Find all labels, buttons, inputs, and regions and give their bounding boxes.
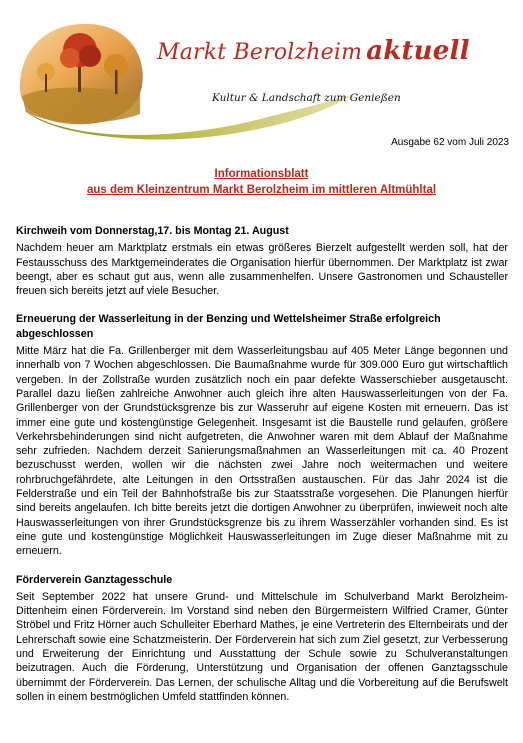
article-body: Nachdem heuer am Marktplatz erstmals ein etwas größeres Bierzelt aufgestellt werden soll, hat der Festausschuss des Marktgemeinderates die Organisation hierfür übernommen. Der Marktplatz ist zwar beengt, aber es schaut gut aus, wenn alle zusammenhelfen. Unsere Gastronomen und Schausteller freuen sich bereits jetzt auf viele Besucher. (16, 242, 508, 298)
logo-title-text: Markt Berolzheim (157, 40, 363, 65)
masthead-logo (12, 14, 470, 142)
banner-subtitle: aus dem Kleinzentrum Markt Berolzheim im mittleren Altmühltal (86, 184, 437, 196)
landscape-swoosh-image (12, 14, 412, 142)
article-section (16, 573, 508, 705)
logo-subtitle: Kultur & Landschaft zum Genießen (212, 92, 401, 104)
article-section (16, 312, 508, 558)
article-heading: Erneuerung der Wasserleitung in der Benzing und Wettelsheimer Straße erfolgreich abgeschlossen (16, 313, 441, 340)
article-content (16, 224, 508, 718)
article-heading: Förderverein Ganztagesschule (16, 573, 173, 586)
article-heading: Kirchweih vom Donnerstag,17. bis Montag 21. August (16, 225, 289, 237)
issue-label: Ausgabe 62 vom Juli 2023 (391, 137, 509, 148)
logo-title-emphasis: aktuell (366, 36, 470, 66)
logo-title (157, 36, 470, 66)
article-section (16, 224, 508, 298)
article-body: Seit September 2022 hat unsere Grund- und Mittelschule im Schulverband Markt Berolzheim-Dittenheim einen Förderverein. Im Vorstand sind neben den Bürgermeistern Wilfried Cramer, Günter Ströbel und Fritz Hörner auch Schulleiter Eberhard Mathes, je eine Vertreterin des Elternbeirats und der Lehrerschaft sowie eine Schatzmeisterin. Der Förderverein hat sich zum Ziel gesetzt, zur Verbesserung und Erweiterung der Einrichtung und Ausstattung der Schule sowie zu Schulveranstaltungen beizutragen. Auch die Förderung, Unterstützung und Organisation der offenen Ganztagsschule übernimmt der Förderverein. Das Lernen, der schulische Alltag und die Vorbereitung auf die Berufswelt sollen in einem bestmöglichen Umfeld stattfinden können. (16, 590, 508, 703)
article-body: Mitte März hat die Fa. Grillenberger mit dem Wasserleitungsbau auf 405 Meter Länge begonnen und innerhalb von 7 Wochen abgeschlossen. Die Baumaßnahme wurde für 309.000 Euro gut wirtschaftlich vergeben. In der Zollstraße wurden zusätzlich noch ein paar defekte Wasserschieber ausgetauscht. Parallel dazu ließen zahlreiche Anwohner auch gleich ihre alten Hauswasserleitungen von der Fa. Grillenberger von der Grundstücksgrenze bis zur Wasseruhr auf eigene Kosten mit erneuern. Das ist immer eine gute und kostengünstige Gelegenheit. Insgesamt ist die Baustelle rund gelaufen, größere Verkehrsbehinderungen sind nicht aufgetreten, die Anwohner waren mit dem Ablauf der Maßnahme sehr zufrieden. Nachdem derzeit Sanierungsmaßnahmen an Wasserleitungen mit ca. 40 Prozent bezuschusst werden, wollen wir die nächsten zwei Jahre noch weitermachen und weitere rohrbruchgefährdete, alte Leitungen in den Ortsstraßen austauschen. Für das Jahr 2024 ist die Felderstraße und ein Teil der Bahnhofstraße bis zur Staatsstraße vorgesehen. Die Planungen hierfür sind bereits angelaufen. Ich bitte bereits jetzt die dortigen Anwohner zu überprüfen, inwieweit noch alte Hauswasserleitungen von ihrer Grundstücksgrenze bis zu ihrem Wasserzähler vorhanden sind. Es ist eine gute und kostengünstige Möglichkeit Hauswasserleitungen im Zuge dieser Maßnahme mit zu erneuern. (16, 345, 508, 558)
banner-title: Informationsblatt (214, 168, 309, 180)
